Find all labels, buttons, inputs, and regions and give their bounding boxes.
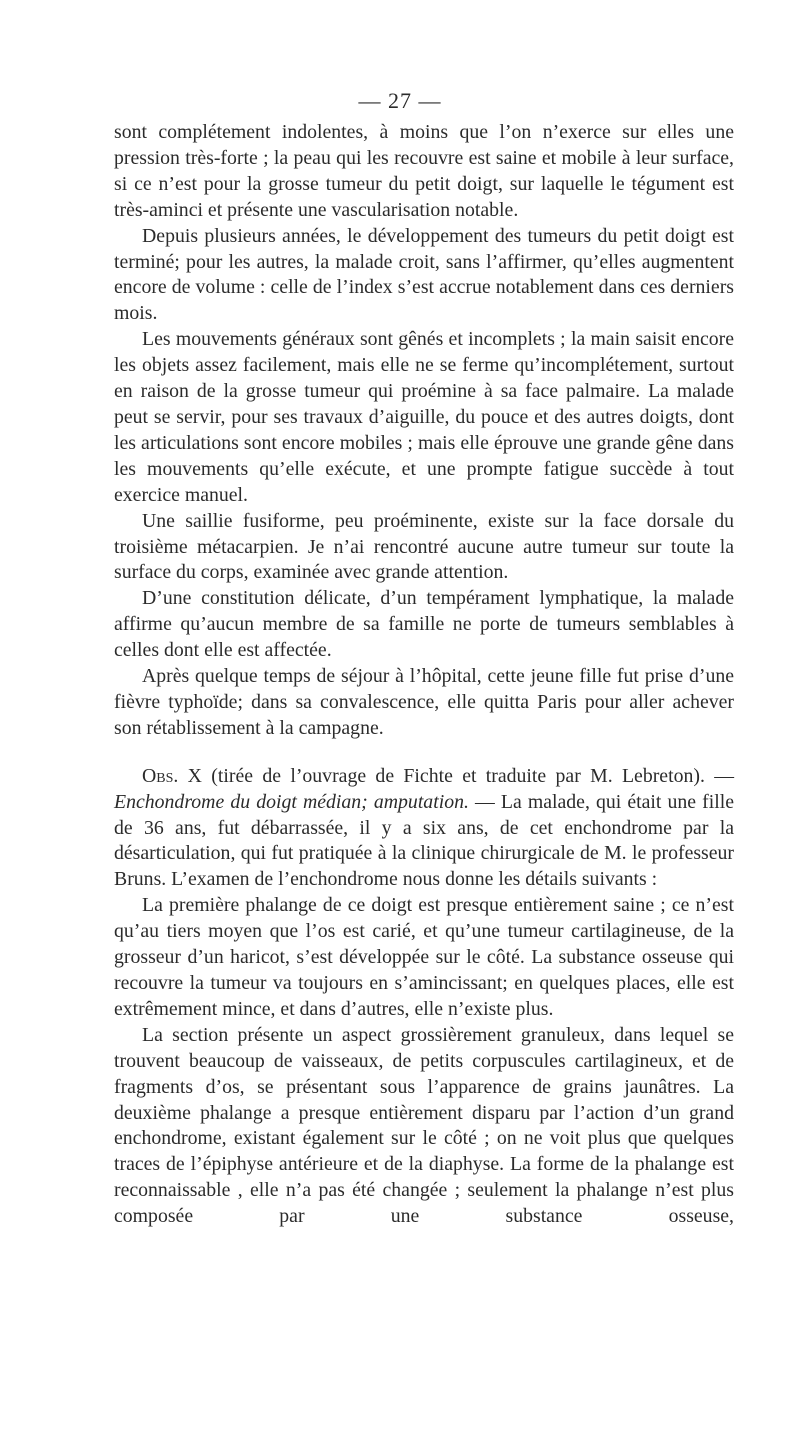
observation-label: Obs. xyxy=(142,764,179,787)
paragraph-5: D’une constitution délicate, d’un tempérament lymphatique, la malade affirme qu’aucun membre de sa famille ne porte de tumeurs semblables à celles dont elle est affectée. xyxy=(114,587,734,662)
observation-text: — La malade, qui était une fille de 36 ans, fut débarrassée, il y a six ans, de cet enchondrome par la désarticulation, qui fut pratiquée à la clinique chirurgicale de M. le professeur Bruns. L’examen de l’enchondrome nous donne les détails suivants : xyxy=(114,790,734,891)
page-number: — 27 — xyxy=(358,88,442,113)
paragraph-3: Les mouvements généraux sont gênés et incomplets ; la main saisit encore les objets assez facilement, mais elle ne se ferme qu’incomplétement, surtout en raison de la grosse tumeur qui proémine à sa face palmaire. La malade peut se servir, pour ses travaux d’aiguille, du pouce et des autres doigts, dont les articulations sont encore mobiles ; mais elle éprouve une grande gêne dans les mouvements qu’elle exécute, et une prompte fatigue succède à tout exercice manuel. xyxy=(114,328,734,506)
paragraph-2: Depuis plusieurs années, le développement des tumeurs du petit doigt est terminé; pour les autres, la malade croit, sans l’affirmer, qu’elles augmentent encore de volume : celle de l’index s’est accrue notablement dans ces derniers mois. xyxy=(114,224,734,325)
observation-heading: Enchondrome du doigt médian; amputation. xyxy=(114,790,469,813)
paragraph-6: Après quelque temps de séjour à l’hôpital, cette jeune fille fut prise d’une fièvre typhoïde; dans sa convalescence, elle quitta Paris pour aller achever son rétablissement à la campagne. xyxy=(114,665,734,739)
paragraph-8: La section présente un aspect grossièrement granuleux, dans lequel se trouvent beaucoup de vaisseaux, de petits corpuscules cartilagineux, et de fragments d’os, se présentant sous l’apparence de grains jaunâtres. La deuxième phalange a presque entièrement disparu par l’action d’un grand enchondrome, existant également sur le côté ; on ne voit plus que quelques traces de l’épiphyse antérieure et de la diaphyse. La forme de la phalange est reconnaissable , elle n’a pas été changée ; seulement la phalange n’est plus composée par une substance osseuse, xyxy=(114,1023,734,1228)
paragraph-4: Une saillie fusiforme, peu proéminente, existe sur la face dorsale du troisième métacarpien. Je n’ai rencontré aucune autre tumeur sur toute la surface du corps, examinée avec grande attention. xyxy=(114,509,734,584)
observation-intro: X (tirée de l’ouvrage de Fichte et traduite par M. Lebreton). — xyxy=(178,764,734,787)
paragraph-7: La première phalange de ce doigt est presque entièrement saine ; ce n’est qu’au tiers moyen que l’os est carié, et qu’une tumeur cartilagineuse, de la grosseur d’un haricot, s’est développée sur le côté. La substance osseuse qui recouvre la tumeur va toujours en s’amincissant; en quelques places, elle est extrêmement mince, et dans d’autres, elle n’existe plus. xyxy=(114,894,734,1020)
paragraph-1: sont complétement indolentes, à moins que l’on n’exerce sur elles une pression très-forte ; la peau qui les recouvre est saine et mobile à leur surface, si ce n’est pour la grosse tumeur du petit doigt, sur laquelle le tégument est très-aminci et présente une vascularisation notable. xyxy=(114,121,734,221)
body-text xyxy=(114,120,734,1230)
observation-paragraph xyxy=(114,764,734,894)
